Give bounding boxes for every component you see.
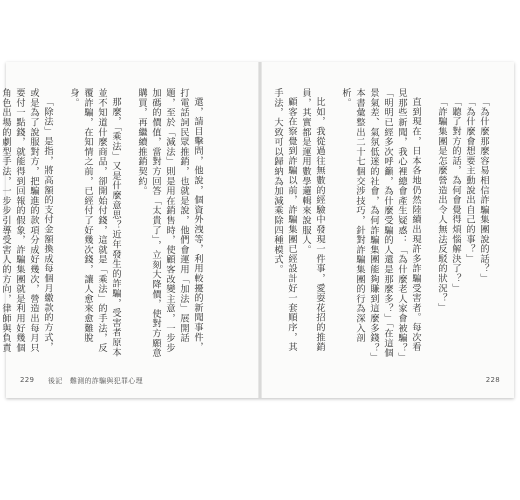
paragraph: 那麼，「乘法」又是什麼意思？近年發生的詐騙，受害者原本並不知道什麼商品，卻開始付錢，這就是「乘法」的手法，反覆詐騙，在知情之前，已經付了好幾次錢，讓人愈來愈難脫身。 (68, 88, 121, 358)
paragraph: 直到現在，日本各地仍然陸續出現許多詐騙受害者。每次看見那些新聞，我心裡總會產生疑惑：「為什麼老人家會被騙？」「明明已經多次呼籲，為什麼受騙的人還是那麼多？」「在這個景氣差、氣氛低迷的社會，為何詐騙集團能夠賺到這麼多錢？」本書彙整出二十七個交涉技巧，針對詐騙集團的行為深入剖析。 (340, 88, 421, 358)
question-line: 「為什麼會想要主動說出自己的事？」 (464, 97, 475, 264)
paragraph: 還，請目擊問，他說，個資外洩等，利用較擾的新聞事件，打電話詞民眾推銷，也就是說，他們會運用「加法」展開話題，至於「減法」則是用在銷售時，使顧客改變主意，一步步加碼的價值，當對方回答「太貴了」，立刻大降價，使對方願意購買，再繼續推銷契約。 (136, 88, 203, 358)
page-number: 229 (20, 376, 35, 384)
page-number: 228 (485, 376, 500, 384)
book-spread (0, 62, 514, 398)
paragraph: 比如，我從過往無數的經驗中發現一件事，愛耍花招的推銷員，其實都是運用數學邏輯來說服人。 (300, 88, 325, 352)
paragraph: 顧客在察覺到詐騙以前，詐騙集團已經設計好一套順序，其手法，大致可以歸納為加減乘除四種模式。 (272, 88, 297, 352)
question-line: 「詐騙集團是怎麼營造出令人無法反駁的狀況？」 (436, 97, 447, 313)
left-page-text (0, 88, 204, 360)
left-page (0, 62, 260, 398)
question-line: 「聽了對方的話，為何會覺得煩惱解決了？」 (450, 97, 461, 294)
right-page (260, 62, 514, 398)
running-head: 後記 難測的詐騙與犯罪心理 (48, 377, 143, 385)
question-line: 「為什麼那麼容易相信詐騙集團說的話？」 (478, 97, 489, 284)
right-page-text (272, 88, 490, 360)
paragraph: 「除法」是指，將高額的支付金額換成每個月繳款的方式，或是為了說服對方，把騙進的款項分成好幾次，營造出每月只要付一點錢，就能得到回報的假象，詐騙集團就是利用好幾個角色出場的劇型手法，一步步引導受害人的方向，律師與負責 (0, 88, 53, 353)
